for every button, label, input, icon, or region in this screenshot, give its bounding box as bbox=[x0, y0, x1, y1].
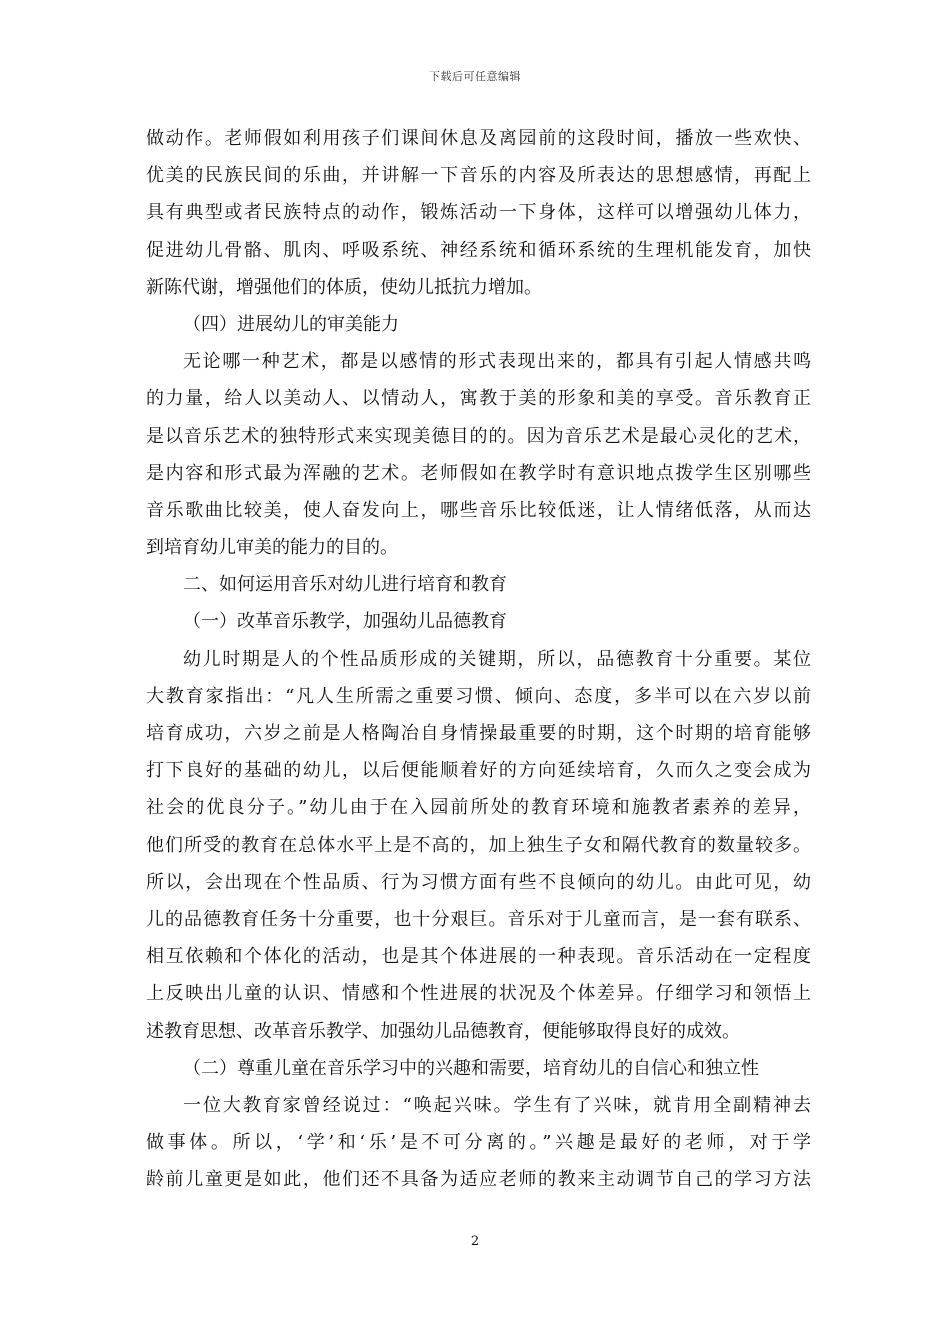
text-line: 幼儿时期是人的个性品质形成的关键期，所以，品德教育十分重要。某位 bbox=[183, 648, 811, 670]
text-line: 做动作。老师假如利用孩子们课间休息及离园前的这段时间，播放一些欢快、 bbox=[146, 128, 811, 149]
text-line: 促进幼儿骨骼、肌肉、呼吸系统、神经系统和循环系统的生理机能发育，加快 bbox=[146, 239, 811, 261]
section-heading: （四）进展幼儿的审美能力 bbox=[183, 313, 399, 335]
text-line: 他们所受的教育在总体水平上是不高的，加上独生子女和隔代教育的数量较多。 bbox=[146, 834, 811, 856]
page-number: 2 bbox=[470, 1234, 480, 1249]
text-line: 相互依赖和个体化的活动，也是其个体进展的一种表现。音乐活动在一定程度 bbox=[146, 946, 811, 968]
section-heading: （一）改革音乐教学，加强幼儿品德教育 bbox=[183, 611, 507, 633]
body-text bbox=[146, 120, 811, 1198]
text-line: 儿的品德教育任务十分重要，也十分艰巨。音乐对于儿童而言，是一套有联系、 bbox=[146, 908, 811, 930]
text-line: 到培育幼儿审美的能力的目的。 bbox=[146, 537, 398, 559]
text-line: 所以，会出现在个性品质、行为习惯方面有些不良倾向的幼儿。由此可见，幼 bbox=[146, 871, 811, 893]
text-line: 优美的民族民间的乐曲，并讲解一下音乐的内容及所表达的思想感情，再配上 bbox=[146, 165, 811, 187]
section-heading: 二、如何运用音乐对幼儿进行培育和教育 bbox=[183, 574, 507, 596]
text-line: 是以音乐艺术的独特形式来实现美德目的的。因为音乐艺术是最心灵化的艺术， bbox=[146, 425, 811, 447]
text-line: 做事体。所以，‘学’和‘乐’是不可分离的。”兴趣是最好的老师，对于学 bbox=[146, 1132, 811, 1154]
text-line: 社会的优良分子。”幼儿由于在入园前所处的教育环境和施教者素养的差异， bbox=[146, 797, 811, 819]
text-line: 打下良好的基础的幼儿，以后便能顺着好的方向延续培育，久而久之变会成为 bbox=[146, 760, 811, 782]
text-line: 具有典型或者民族特点的动作，锻炼活动一下身体，这样可以增强幼儿体力， bbox=[146, 202, 811, 224]
text-line: 的力量，给人以美动人、以情动人，寓教于美的形象和美的享受。音乐教育正 bbox=[146, 388, 811, 410]
section-heading: （二）尊重儿童在音乐学习中的兴趣和需要，培育幼儿的自信心和独立性 bbox=[183, 1057, 759, 1079]
text-line: 上反映出儿童的认识、情感和个性进展的状况及个体差异。仔细学习和领悟上 bbox=[146, 983, 811, 1005]
text-line: 新陈代谢，增强他们的体质，使幼儿抵抗力增加。 bbox=[146, 276, 542, 298]
page-header: 下载后可任意编辑 bbox=[429, 70, 521, 83]
text-line: 是内容和形式最为浑融的艺术。老师假如在教学时有意识地点拨学生区别哪些 bbox=[146, 462, 811, 484]
text-line: 述教育思想、改革音乐教学、加强幼儿品德教育，便能够取得良好的成效。 bbox=[146, 1020, 740, 1042]
text-line: 音乐歌曲比较美，使人奋发向上，哪些音乐比较低迷，让人情绪低落，从而达 bbox=[146, 499, 811, 521]
text-line: 龄前儿童更是如此，他们还不具备为适应老师的教来主动调节自己的学习方法 bbox=[146, 1169, 811, 1191]
text-line: 无论哪一种艺术，都是以感情的形式表现出来的，都具有引起人情感共鸣 bbox=[183, 351, 811, 373]
text-line: 一位大教育家曾经说过：“唤起兴味。学生有了兴味，就肯用全副精神去 bbox=[183, 1094, 811, 1116]
text-line: 大教育家指出：“凡人生所需之重要习惯、倾向、态度，多半可以在六岁以前 bbox=[146, 685, 811, 707]
text-line: 培育成功，六岁之前是人格陶冶自身情操最重要的时期，这个时期的培育能够 bbox=[146, 723, 811, 744]
